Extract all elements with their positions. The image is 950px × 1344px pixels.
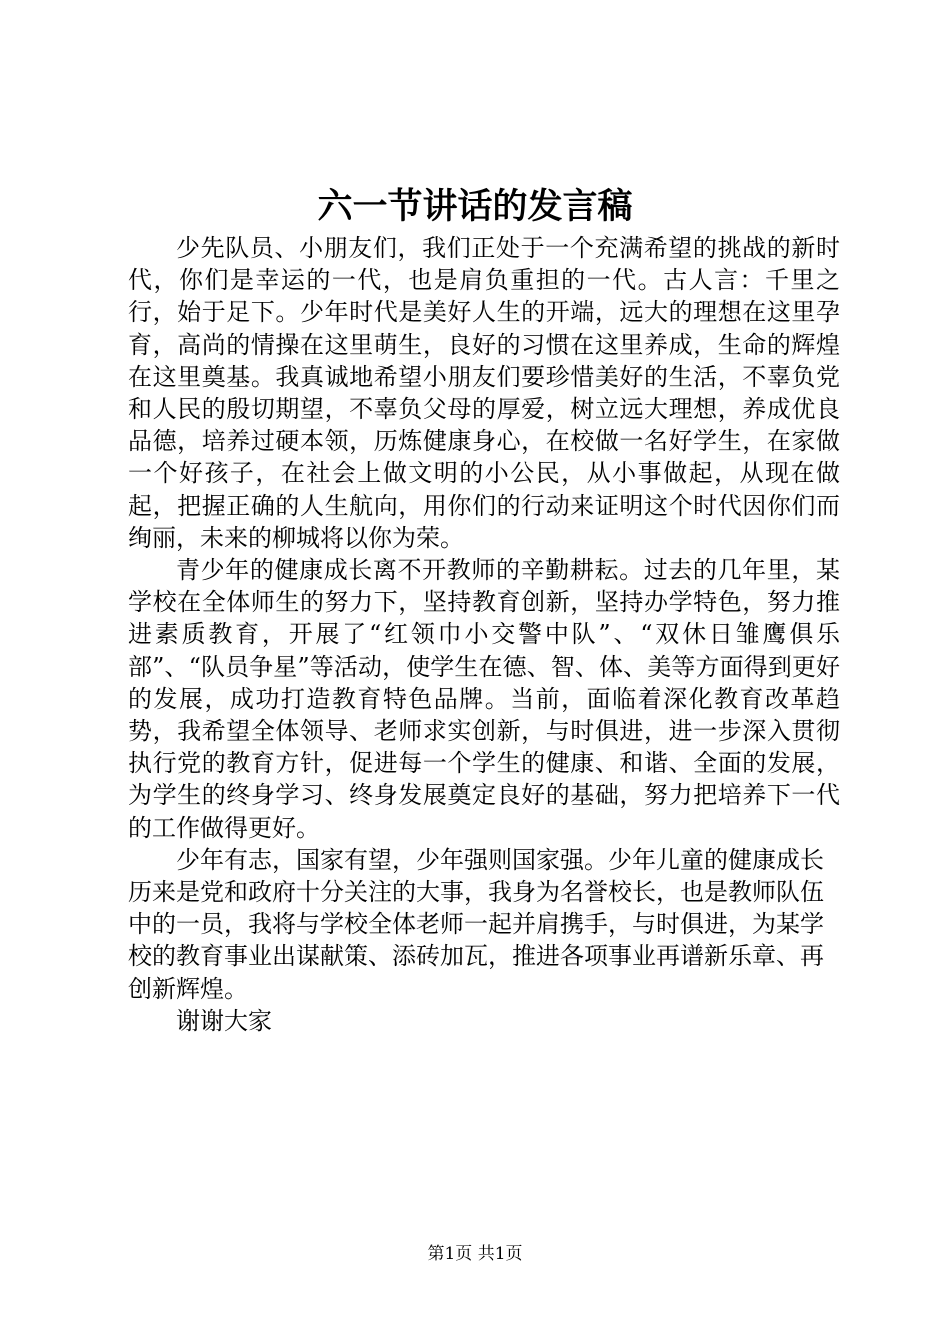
document-title: 六一节讲话的发言稿 — [317, 186, 633, 227]
closing-line: 谢谢大家 — [176, 1006, 272, 1035]
paragraph-2: 青少年的健康成长离不开教师的辛勤耕耘。过去的几年里，某学校在全体师生的努力下，坚持教育创新，坚持办学特色，努力推进素质教育，开展了“红领巾小交警中队”、“双休日雏鹰俱乐部”、“队员争星”等活动，使学生在德、智、体、美等方面得到更好的发展，成功打造教育特色品牌。当前，面临着深化教育改革趋势，我希望全体领导、老师求实创新，与时俱进，进一步深入贯彻执行党的教育方针，促进每一个学生的健康、和谐、全面的发展，为学生的终身学习、终身发展奠定良好的基础，努力把培养下一代的工作做得更好。 — [128, 556, 840, 842]
page-footer: 第1页 共1页 — [427, 1244, 523, 1264]
paragraph-3: 少年有志，国家有望，少年强则国家强。少年儿童的健康成长历来是党和政府十分关注的大事，我身为名誉校长，也是教师队伍中的一员，我将与学校全体老师一起并肩携手，与时俱进，为某学校的教育事业出谋献策、添砖加瓦，推进各项事业再谱新乐章、再创新辉煌。 — [128, 845, 824, 1003]
paragraph-1: 少先队员、小朋友们，我们正处于一个充满希望的挑战的新时代，你们是幸运的一代，也是肩负重担的一代。古人言：千里之行，始于足下。少年时代是美好人生的开端，远大的理想在这里孕育，高尚的情操在这里萌生，良好的习惯在这里养成，生命的辉煌在这里奠基。我真诚地希望小朋友们要珍惜美好的生活，不辜负党和人民的殷切期望，不辜负父母的厚爱，树立远大理想，养成优良品德，培养过硬本领，历炼健康身心，在校做一名好学生，在家做一个好孩子，在社会上做文明的小公民，从小事做起，从现在做起，把握正确的人生航向，用你们的行动来证明这个时代因你们而绚丽，未来的柳城将以你为荣。 — [128, 234, 840, 552]
document-body — [128, 232, 840, 1037]
